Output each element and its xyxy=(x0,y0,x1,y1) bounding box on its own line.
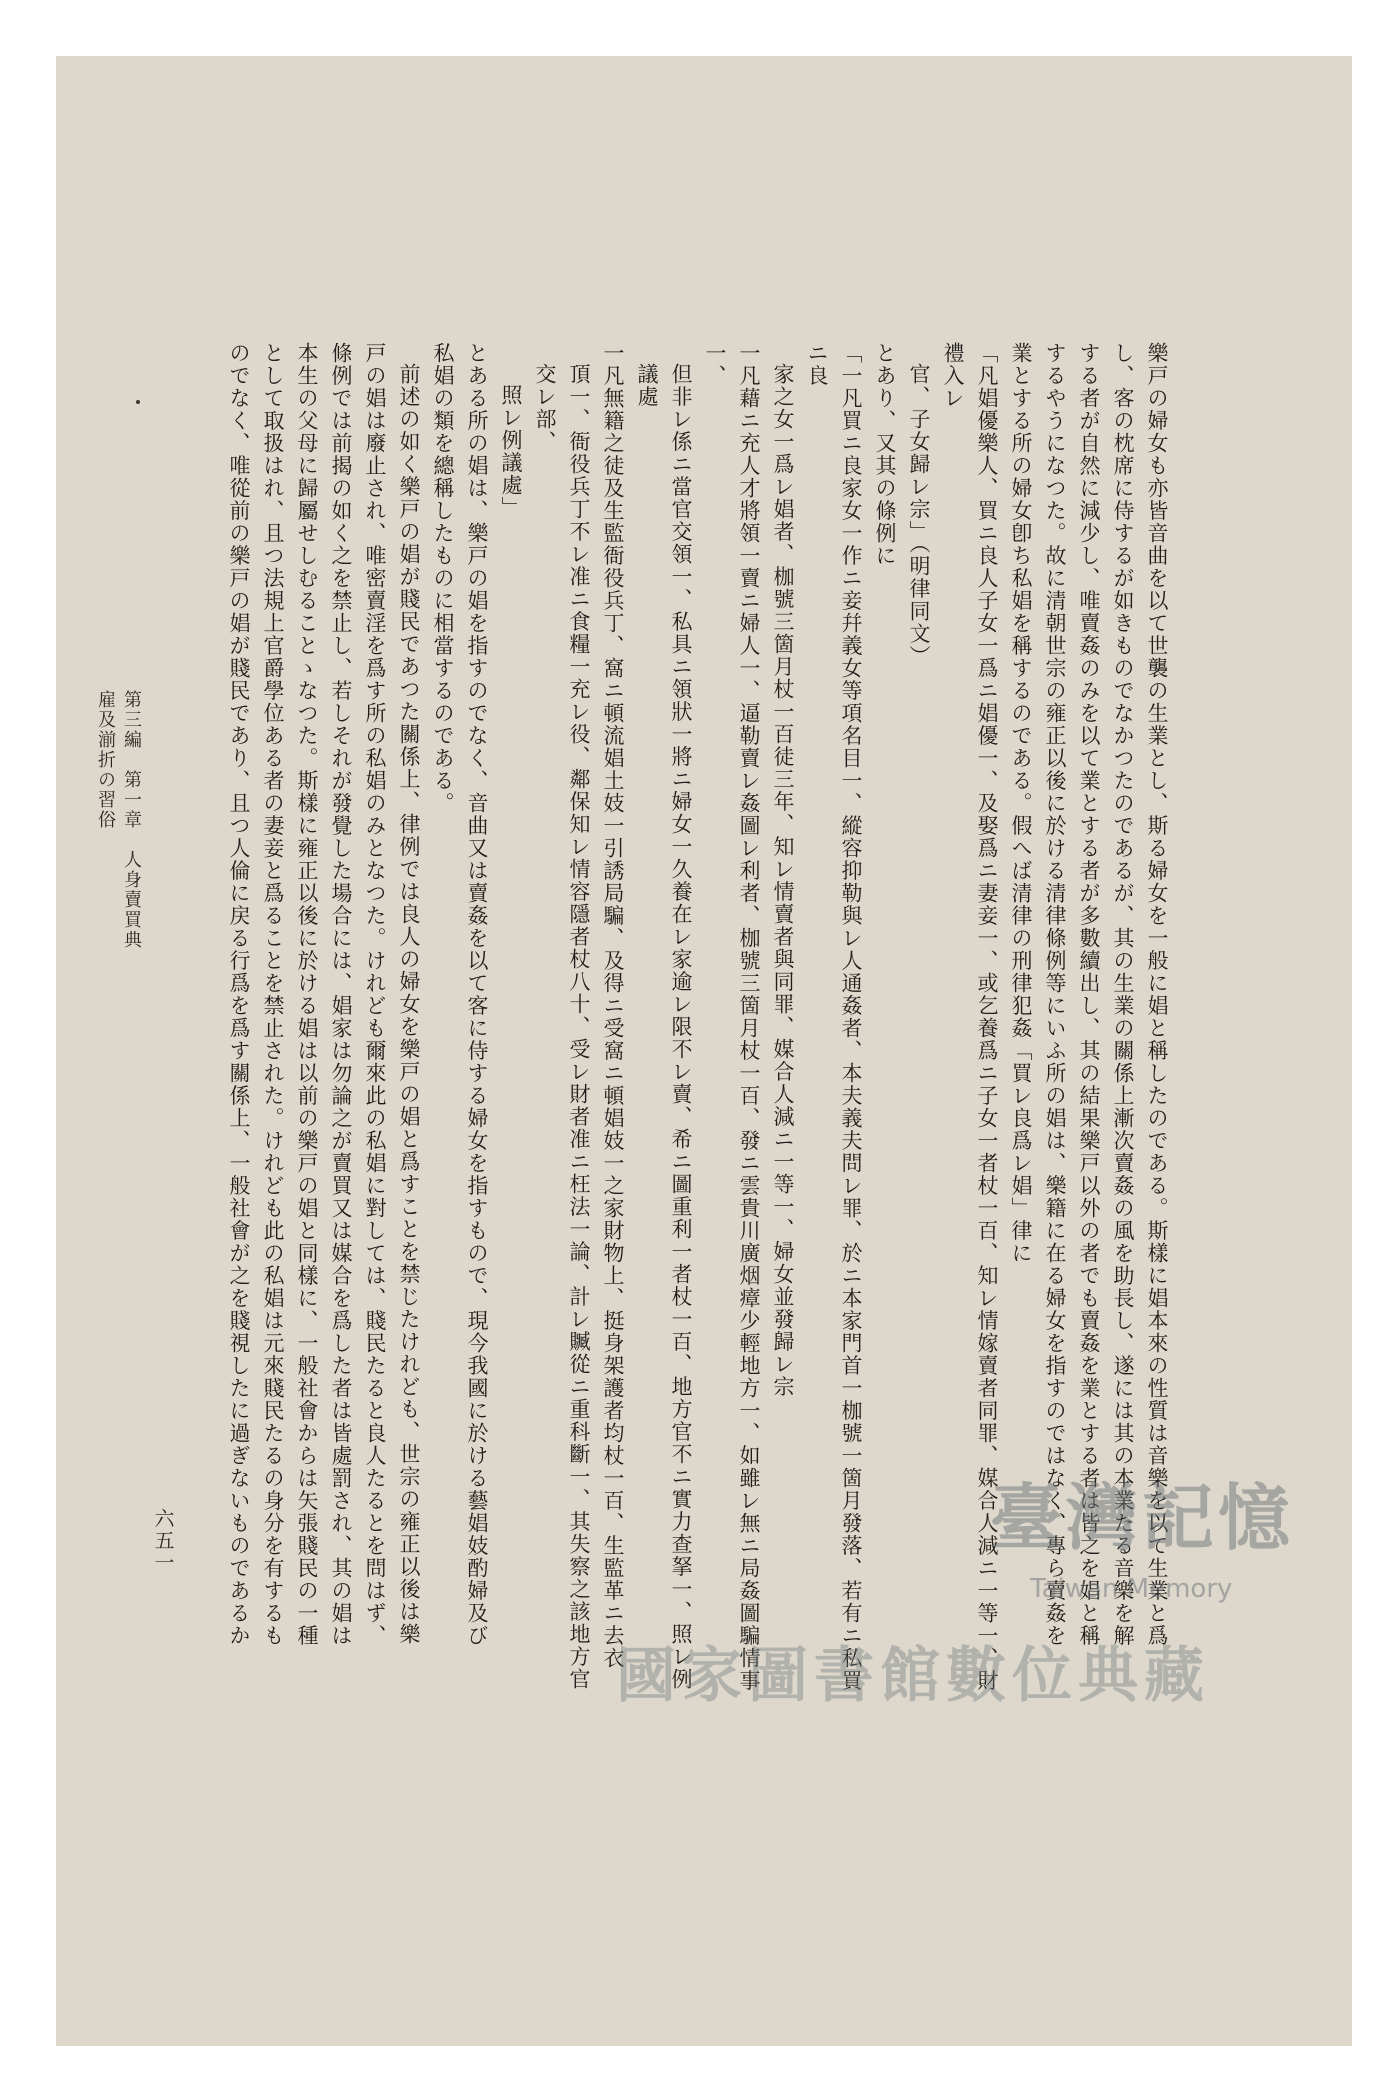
ink-speck xyxy=(136,400,140,404)
text-line: 條例では前揭の如く之を禁止し、若しそれが發覺した場合には、娼家は勿論之が賣買又は媒合を爲した者は皆處罰され、其の娼は xyxy=(329,342,353,1647)
page-number: 六五一 xyxy=(151,1508,175,1574)
text-line: 「凡娼優樂人、買ニ良人子女一爲ニ娼優一、及娶爲ニ妻妾一、或乞養爲ニ子女一者杖一百、知レ情嫁賣者同罪、媒合人減ニ一等一、財禮入レ xyxy=(941,342,999,1692)
text-line: 但非レ係ニ當官交領一、私具ニ領狀一將ニ婦女一久養在レ家逾レ限不レ賣、希ニ圖重利一者杖一百、地方官不ニ實力查拏一、照レ例議處 xyxy=(635,363,693,1691)
text-line: 家之女一爲レ娼者、枷號三箇月杖一百徒三年、知レ情賣者與同罪、媒合人減ニ一等一、婦女並發歸レ宗 xyxy=(771,363,795,1398)
text-line: 「一凡買ニ良家女一作ニ妾幷義女等項名目一、縱容抑勒與レ人通姦者、本夫義夫問レ罪、於ニ本家門首一枷號一箇月發落、若有ニ私買ニ良 xyxy=(805,342,863,1692)
text-line: 業とする所の婦女卽ち私娼を稱するのである。假へば清律の刑律犯姦「買レ良爲レ娼」律に xyxy=(1009,342,1033,1265)
text-line: 樂戸の婦女も亦皆音曲を以て世襲の生業とし、斯る婦女を一般に娼と稱したのである。斯樣に娼本來の性質は音樂を以て生業と爲 xyxy=(1145,342,1169,1647)
text-line: 頂一、衙役兵丁不レ准ニ食糧一充レ役、鄰保知レ情容隱者杖八十、受レ財者准ニ枉法一論、計レ贓從ニ重科斷一、其失察之該地方官交レ部、 xyxy=(533,363,591,1691)
text-line: のでなく、唯從前の樂戸の娼が賤民であり、且つ人倫に戻る行爲を爲す關係上、一般社會が之を賤視したに過ぎないものであるか xyxy=(227,342,251,1647)
text-line: 一凡無籍之徒及生監衙役兵丁、窩ニ頓流娼土妓一引誘局騙、及得ニ受窩ニ頓娼妓一之家財物上、挺身架護者均杖一百、生監革ニ去衣 xyxy=(601,342,625,1670)
text-line: する者が自然に減少し、唯賣姦のみを以て業とする者が多數續出し、其の結果樂戸以外の者でも賣姦を業とする者は皆之を娼と稱 xyxy=(1077,342,1101,1647)
text-line: 戸の娼は廢止され、唯密賣淫を爲す所の私娼のみとなつた。けれども爾來此の私娼に對しては、賤民たると良人たるとを問はず、 xyxy=(363,342,387,1647)
text-line: 私娼の類を總稱したものに相當するのである。 xyxy=(431,342,455,815)
text-line: 本生の父母に歸屬せしむることゝなつた。斯樣に雍正以後に於ける娼は以前の樂戸の娼と同樣に、一般社會からは矢張賤民の一種 xyxy=(295,342,319,1647)
text-line: 照レ例議處」 xyxy=(499,384,523,519)
text-line: とあり、又其の條例に xyxy=(873,342,897,567)
watermark-logo: 臺灣記憶 xyxy=(990,1475,1295,1560)
text-line: として取扱はれ、且つ法規上官爵學位ある者の妻妾と爲ることを禁止された。けれども此の私娼は元來賤民たるの身分を有するも xyxy=(261,342,285,1647)
text-line: するやうになつた。故に清朝世宗の雍正以後に於ける清律條例等にいふ所の娼は、樂籍に在る婦女を指すのではなく、專ら賣姦を xyxy=(1043,342,1067,1647)
text-line: とある所の娼は、樂戸の娼を指すのでなく、音曲又は賣姦を以て客に侍する婦女を指すもので、現今我國に於ける藝娼妓酌婦及び xyxy=(465,342,489,1647)
watermark-library: 國家圖書館數位典藏 xyxy=(616,1641,1210,1711)
text-line: 一凡藉ニ充人才將領一賣ニ婦人一、逼勒賣レ姦圖レ利者、枷號三箇月杖一百、發ニ雲貴川廣烟瘴少輕地方一、如雖レ無ニ局姦圖騙情事一、 xyxy=(703,342,761,1692)
watermark-latin: Taiwan Memory xyxy=(1030,1574,1233,1604)
text-line: 前述の如く樂戸の娼が賤民であつた關係上、律例では良人の婦女を樂戸の娼と爲すことを禁じたけれども、世宗の雍正以後は樂 xyxy=(397,363,421,1646)
text-line: 官、子女歸レ宗」（明律同文） xyxy=(907,363,931,668)
running-head: 第三編 第一章 人身賣買典雇及湔折の習俗 xyxy=(95,690,142,950)
text-line: し、客の枕席に侍するが如きものでなかつたのであるが、其の生業の關係上漸次賣姦の風を助長し、遂には其の本業たる音樂を解 xyxy=(1111,342,1135,1647)
